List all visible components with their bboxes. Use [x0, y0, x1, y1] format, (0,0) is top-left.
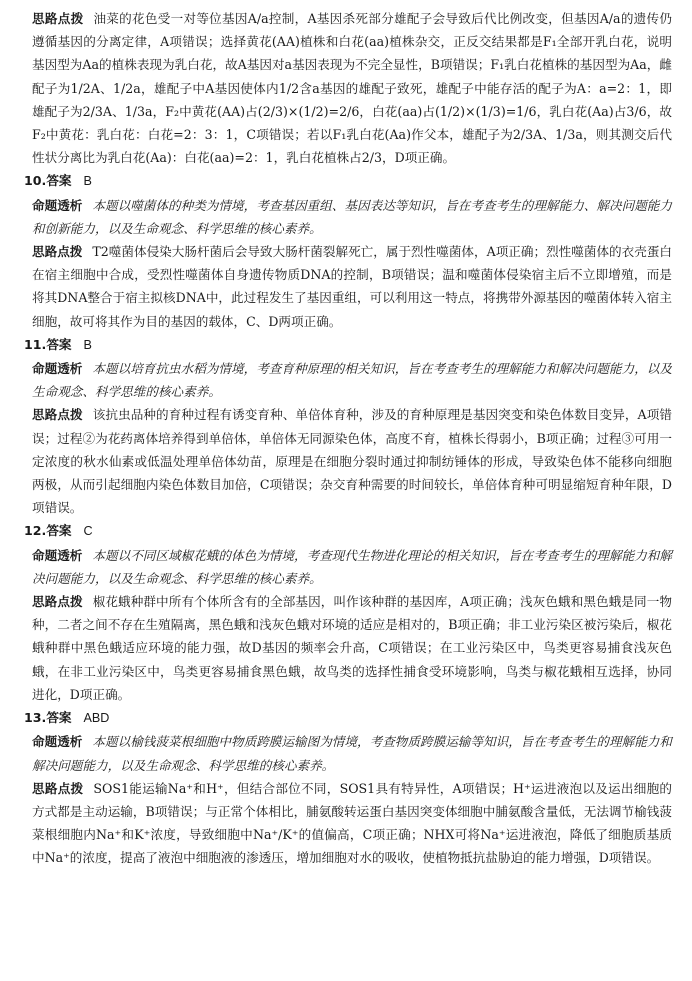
answer-label: 答案 [46, 710, 72, 726]
hint-paragraph [24, 777, 672, 870]
question-number: 12. [24, 523, 47, 539]
analysis-label: 命题透析 [32, 197, 83, 213]
hint-paragraph [24, 7, 672, 169]
question-number: 10. [24, 173, 47, 189]
top-hint-block [24, 7, 672, 169]
hint-text: 椒花蛾种群中所有个体所含有的全部基因，叫作该种群的基因库，A项正确；浅灰色蛾和黑色蛾是同一物种，二者之间不存在生殖隔离，黑色蛾和浅灰色蛾对环境的适应是相对的，B项正确；非工业污染区被污染后，椒花蛾种群中黑色蛾适应环境的能力强，故D基因的频率会升高，C项错误；在工业污染区中，鸟类更容易捕食浅灰色蛾，在非工业污染区中，鸟类更容易捕食黑色蛾，故鸟类的选择性捕食受环境影响，鸟类与椒花蛾相互选择，协同进化，D项正确。 [32, 594, 672, 702]
hint-text: 该抗虫品种的育种过程有诱变育种、单倍体育种，涉及的育种原理是基因突变和染色体数目变异，A项错误；过程②为花药离体培养得到单倍体，单倍体无同源染色体，高度不育，植株长得弱小，B项正确；过程③可用一定浓度的秋水仙素或低温处理单倍体幼苗，原理是在细胞分裂时通过抑制纺锤体的形成，导致染色体不能移向细胞两极，从而引起细胞内染色体数目加倍，C项错误；杂交育种需要的时间较长，单倍体育种可明显缩短育种年限，D项错误。 [32, 407, 672, 516]
analysis-paragraph [24, 544, 672, 590]
hint-paragraph [24, 240, 672, 333]
hint-text: T2噬菌体侵染大肠杆菌后会导致大肠杆菌裂解死亡，属于烈性噬菌体，A项正确；烈性噬菌体的衣壳蛋白在宿主细胞中合成，受烈性噬菌体自身遗传物质DNA的控制，B项错误；温和噬菌体侵染宿主后不立即增殖，而是将其DNA整合于宿主拟核DNA中，此过程发生了基因重组，可以利用这一特点，将携带外源基因的噬菌体转入宿主细胞，故可将其作为目的基因的载体，C、D两项正确。 [32, 244, 673, 329]
question-11 [24, 333, 672, 520]
question-number: 11. [24, 336, 47, 352]
hint-paragraph [24, 590, 672, 706]
answer-value: ABD [83, 711, 110, 726]
question-10 [24, 169, 672, 332]
analysis-paragraph [24, 730, 672, 776]
analysis-paragraph [24, 194, 672, 240]
answer-label: 答案 [46, 173, 72, 189]
analysis-label: 命题透析 [32, 361, 83, 377]
question-13 [24, 706, 672, 869]
hint-text: 油菜的花色受一对等位基因A/a控制，A基因杀死部分雄配子会导致后代比例改变，但基因A/a的遗传仍遵循基因的分离定律，A项错误；选择黄花(AA)植株和白花(aa)植株杂交，正反交结果都是F₁全部开乳白花，说明基因型为Aa的植株表现为乳白花，故A基因对a基因表现为不完全显性，B项错误；F₁乳白花植株的基因型为Aa，雌配子为1/2A、1/2a，雄配子中A基因使体内1/2含a基因的雄配子致死，雄配子中能存活的配子为A：a=2：1，即雄配子为2/3A、1/3a，F₂中黄花(AA)占(2/3)×(1/2)=2/6，白花(aa)占(1/2)×(1/3)=1/6，乳白花(Aa)占3/6，故F₂中黄花：乳白花：白花=2：3：1，C项错误；若以F₁乳白花(Aa)作父本，雄配子为2/3A、1/3a，则其测交后代性状分离比为乳白花(Aa)：白花(aa)=2：1，乳白花植株占2/3，D项正确。 [32, 11, 672, 166]
hint-text: SOS1能运输Na⁺和H⁺，但结合部位不同，SOS1具有特异性，A项错误；H⁺运进液泡以及运出细胞的方式都是主动运输，B项错误；与正常个体相比，脯氨酸转运蛋白基因突变体细胞中脯氨酸含量低，无法调节榆钱菠菜根细胞内Na⁺和K⁺浓度，导致细胞中Na⁺/K⁺的值偏高，C项正确；NHX可将Na⁺运进液泡，降低了细胞质基质中Na⁺的浓度，提高了液泡中细胞液的渗透压，增加细胞对水的吸收，使植物抵抗盐胁迫的能力增强，D项错误。 [32, 780, 673, 866]
answer-value: B [83, 337, 92, 352]
analysis-label: 命题透析 [32, 547, 83, 563]
analysis-text: 本题以培育抗虫水稻为情境，考查育种原理的相关知识，旨在考查考生的理解能力和解决问题能力，以及生命观念、科学思维的核心素养。 [32, 361, 673, 400]
hint-label: 思路点拨 [32, 780, 84, 796]
answer-label: 答案 [46, 336, 72, 352]
analysis-text: 本题以噬菌体的种类为情境，考查基因重组、基因表达等知识，旨在考查考生的理解能力、解决问题能力和创新能力，以及生命观念、科学思维的核心素养。 [32, 197, 673, 236]
hint-label: 思路点拨 [32, 244, 83, 260]
hint-label: 思路点拨 [32, 407, 83, 423]
analysis-paragraph [24, 357, 672, 403]
analysis-text: 本题以不同区域椒花蛾的体色为情境，考查现代生物进化理论的相关知识，旨在考查考生的理解能力和解决问题能力，以及生命观念、科学思维的核心素养。 [32, 547, 673, 586]
analysis-text: 本题以榆钱菠菜根细胞中物质跨膜运输图为情境，考查物质跨膜运输等知识，旨在考查考生的理解能力和解决问题能力，以及生命观念、科学思维的核心素养。 [32, 734, 673, 773]
analysis-label: 命题透析 [32, 734, 83, 750]
answer-line [24, 519, 672, 543]
answer-line [24, 706, 672, 730]
answer-value: C [83, 524, 93, 539]
answer-value: B [83, 174, 92, 189]
question-12 [24, 519, 672, 706]
question-number: 13. [24, 710, 47, 726]
hint-paragraph [24, 403, 672, 519]
hint-label: 思路点拨 [32, 594, 83, 610]
hint-label: 思路点拨 [32, 11, 84, 26]
answer-line [24, 169, 672, 193]
answer-label: 答案 [46, 523, 72, 539]
answer-line [24, 333, 672, 357]
